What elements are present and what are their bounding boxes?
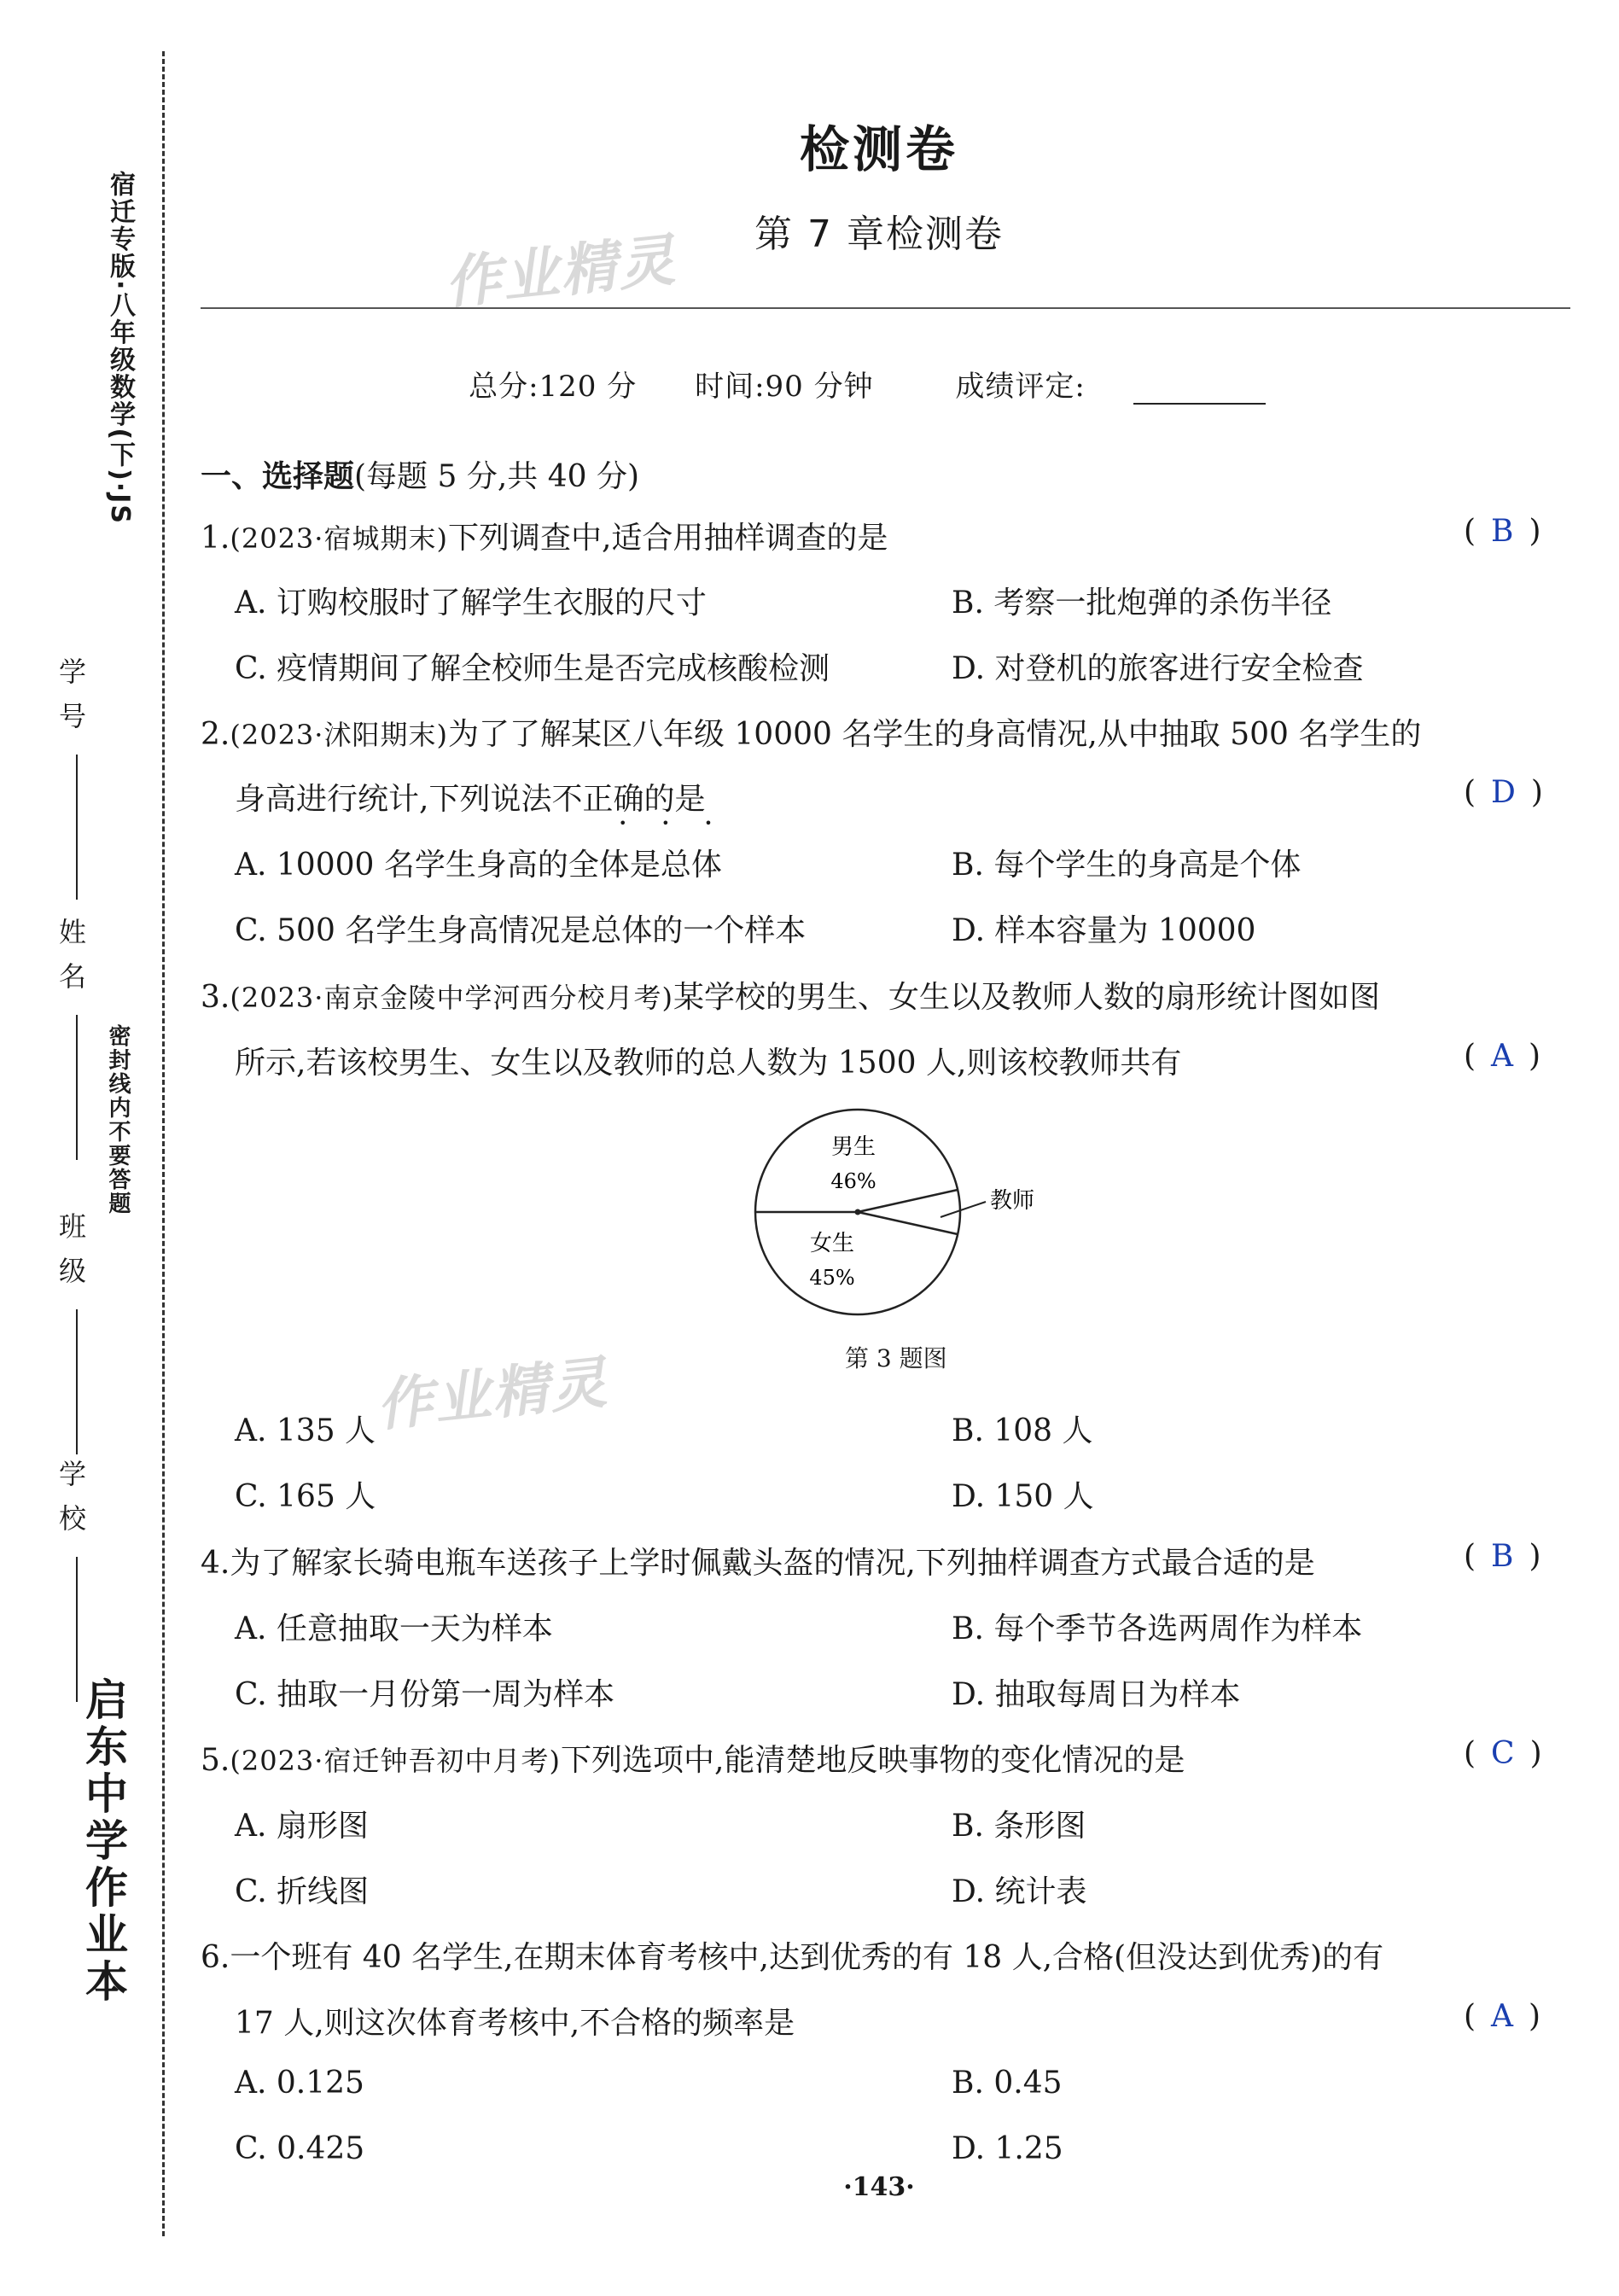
school-blank[interactable]	[76, 1557, 78, 1702]
question-2-stem-line2	[235, 775, 705, 819]
question-4-stem	[201, 1539, 1315, 1582]
class-blank[interactable]	[76, 1309, 78, 1454]
score-line	[0, 363, 1619, 405]
class-label: 班级	[55, 1212, 87, 1301]
question-number: 2.	[201, 717, 230, 752]
total-score: 总分:120 分	[469, 370, 638, 404]
question-text: 一个班有 40 名学生,在期末体育考核中,达到优秀的有 18 人,合格(但没达到优秀)的有	[230, 1940, 1384, 1975]
pie-divider-lower	[858, 1212, 958, 1234]
answer-letter: A	[1491, 1039, 1514, 1074]
question-number: 5.	[201, 1743, 230, 1778]
slice-label-teachers: 教师	[990, 1188, 1035, 1214]
grade-field	[931, 370, 1289, 404]
class-field[interactable]	[51, 1212, 90, 1454]
school-label: 学校	[55, 1460, 87, 1548]
slice-percent-girls: 45%	[809, 1266, 855, 1290]
slice-percent-boys: 46%	[830, 1169, 876, 1193]
question-source: (2023·宿城期末)	[230, 522, 448, 555]
question-1-stem	[201, 514, 888, 557]
option-c: C. 500 名学生身高情况是总体的一个样本	[235, 913, 807, 948]
question-number: 4.	[201, 1546, 230, 1581]
option-a: A. 扇形图	[235, 1809, 369, 1844]
chapter-title: 第 7 章检测卷	[754, 213, 1004, 256]
option-a: A. 10000 名学生身高的全体是总体	[235, 848, 722, 883]
slice-label-girls: 女生	[809, 1231, 855, 1256]
question-2-stem	[201, 710, 1421, 754]
answer-letter: A	[1491, 1999, 1514, 2034]
option-b: B. 每个季节各选两周作为样本	[952, 1611, 1363, 1646]
option-c: C. 抽取一月份第一周为样本	[235, 1677, 615, 1712]
answer-letter: B	[1491, 514, 1514, 549]
pie-chart-figure	[725, 1101, 1050, 1323]
option-d: D. 统计表	[952, 1874, 1087, 1909]
name-label: 姓名	[55, 918, 87, 1006]
section-title: 一、选择题	[201, 459, 355, 494]
option-b: B. 条形图	[952, 1809, 1086, 1844]
question-text: 某学校的男生、女生以及教师人数的扇形统计图如图	[673, 980, 1380, 1015]
question-text: 为了解家长骑电瓶车送孩子上学时佩戴头盔的情况,下列抽样调查方式最合适的是	[230, 1546, 1315, 1581]
question-3-stem-line2: 所示,若该校男生、女生以及教师的总人数为 1500 人,则该校教师共有	[235, 1046, 1182, 1081]
page-title: 检测卷	[799, 120, 958, 178]
question-text: 身高进行统计,下列说法	[235, 782, 552, 817]
question-number: 1.	[201, 521, 230, 556]
answer-letter: B	[1491, 1539, 1514, 1574]
option-d: D. 样本容量为 10000	[952, 913, 1256, 948]
option-b: B. 108 人	[952, 1413, 1093, 1448]
question-number: 3.	[201, 980, 230, 1015]
question-6-answer: ( A )	[1464, 1999, 1541, 2034]
question-5-stem	[201, 1736, 1185, 1780]
option-c: C. 165 人	[235, 1479, 376, 1514]
exam-time: 时间:90 分钟	[695, 370, 874, 404]
option-a: A. 任意抽取一天为样本	[235, 1611, 553, 1646]
option-d: D. 对登机的旅客进行安全检查	[952, 651, 1364, 686]
question-1-answer: ( B )	[1464, 514, 1541, 549]
name-field[interactable]	[51, 918, 90, 1160]
option-c: C. 折线图	[235, 1874, 370, 1909]
question-source: (2023·宿迁钟吾初中月考)	[230, 1745, 561, 1777]
brand-label: 启东中学作业本	[79, 1677, 128, 2006]
figure-caption: 第 3 题图	[845, 1344, 947, 1372]
question-text: 下列选项中,能清楚地反映事物的变化情况的是	[560, 1743, 1185, 1778]
emphasis-dots: • • •	[619, 815, 713, 831]
answer-letter: C	[1491, 1736, 1515, 1771]
question-2-answer: ( D )	[1464, 775, 1543, 810]
student-id-label: 学号	[55, 657, 87, 746]
option-a: A. 135 人	[235, 1413, 376, 1448]
grade-blank[interactable]	[1133, 377, 1266, 405]
slice-label-boys: 男生	[830, 1134, 876, 1160]
header-divider	[201, 307, 1570, 309]
school-field[interactable]	[51, 1460, 90, 1702]
question-5-answer: ( C )	[1464, 1736, 1542, 1771]
question-6-stem-line2: 17 人,则这次体育考核中,不合格的频率是	[235, 2006, 795, 2041]
option-d: D. 150 人	[952, 1479, 1094, 1514]
section-heading	[201, 452, 639, 496]
teacher-leader-line	[941, 1202, 986, 1217]
student-id-field[interactable]	[51, 657, 90, 900]
answer-letter: D	[1491, 775, 1516, 810]
watermark: 作业精灵	[441, 226, 679, 317]
seal-notice: 密封线内不要答题	[105, 1024, 131, 1215]
option-b: B. 0.45	[952, 2066, 1063, 2101]
option-d: D. 抽取每周日为样本	[952, 1677, 1241, 1712]
question-source: (2023·南京金陵中学河西分校月考)	[230, 982, 673, 1014]
question-3-stem	[201, 973, 1380, 1017]
option-c: C. 疫情期间了解全校师生是否完成核酸检测	[235, 651, 830, 686]
option-b: B. 每个学生的身高是个体	[952, 848, 1302, 883]
question-number: 6.	[201, 1940, 230, 1975]
option-c: C. 0.425	[235, 2131, 365, 2166]
watermark: 作业精灵	[373, 1349, 611, 1439]
option-a: A. 0.125	[235, 2066, 364, 2101]
question-text: 的是	[644, 782, 706, 817]
student-id-blank[interactable]	[76, 755, 78, 900]
question-text: 下列调查中,适合用抽样调查的是	[447, 521, 888, 556]
series-label: 宿迁专版·八年级数学(下)·JS	[105, 171, 135, 525]
name-blank[interactable]	[76, 1015, 78, 1160]
question-3-answer: ( A )	[1464, 1039, 1541, 1074]
section-note: (每题 5 分,共 40 分)	[354, 459, 640, 494]
grade-label: 成绩评定:	[955, 370, 1086, 404]
emphasis-text: 不正确	[551, 782, 644, 817]
page-number: ·143·	[843, 2172, 915, 2202]
question-6-stem	[201, 1933, 1383, 1977]
option-a: A. 订购校服时了解学生衣服的尺寸	[235, 586, 707, 621]
option-b: B. 考察一批炮弹的杀伤半径	[952, 586, 1332, 621]
option-d: D. 1.25	[952, 2131, 1063, 2166]
question-source: (2023·沭阳期末)	[230, 719, 448, 751]
question-text: 为了了解某区八年级 10000 名学生的身高情况,从中抽取 500 名学生的	[447, 717, 1422, 752]
question-4-answer: ( B )	[1464, 1539, 1541, 1574]
pie-center	[855, 1209, 861, 1215]
